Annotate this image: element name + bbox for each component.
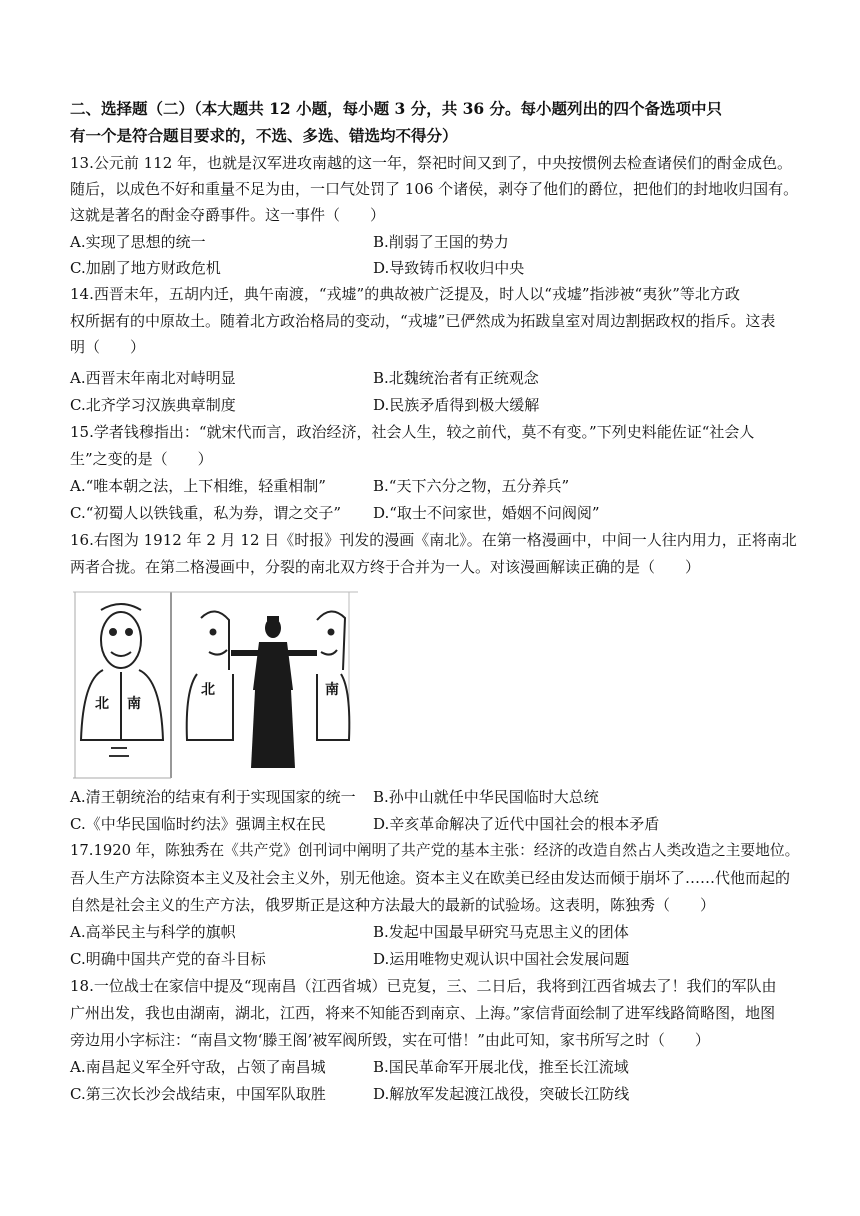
q14-stem-line-2: 权所据有的中原故土。随着北方政治格局的变动，“戎墟”已俨然成为拓跋皇室对周边割据政权的指斥。这表 [70, 312, 776, 330]
q17-option-a: A.高举民主与科学的旗帜 [70, 923, 236, 941]
nanbei-cartoon-image [73, 590, 358, 780]
q15-option-d: D.“取士不问家世，婚姻不问阀阅” [373, 504, 600, 522]
q16-stem-line-1: 16.右图为 1912 年 2 月 12 日《时报》刊发的漫画《南北》。在第一格漫画中，中间一人往内用力，正将南北 [70, 531, 797, 549]
q13-stem-line-3: 这就是著名的酎金夺爵事件。这一事件（ ） [70, 206, 386, 224]
panel-2-bei-label: 北 [201, 682, 215, 698]
q16-stem-line-2: 两者合拢。在第二格漫画中，分裂的南北双方终于合并为一人。对该漫画解读正确的是（ ） [70, 558, 701, 576]
q16-option-c: C.《中华民国临时约法》强调主权在民 [70, 815, 326, 833]
panel-1-bei-label: 北 [95, 696, 109, 712]
q18-stem-line-2: 广州出发，我也由湖南，湖北，江西，将来不知能否到南京、上海。”家信背面绘制了进军线路简略图，地图 [70, 1004, 776, 1022]
q16-option-b: B.孙中山就任中华民国临时大总统 [373, 788, 599, 806]
q15-stem-line-2: 生”之变的是（ ） [70, 450, 213, 468]
q13-option-d: D.导致铸币权收归中央 [373, 259, 525, 277]
q16-option-a: A.清王朝统治的结束有利于实现国家的统一 [70, 788, 356, 806]
q18-option-d: D.解放军发起渡江战役，突破长江防线 [373, 1085, 630, 1103]
q17-stem-line-2: 吾人生产方法除资本主义及社会主义外，别无他途。资本主义在欧美已经由发达而倾于崩坏了……代他而起的 [70, 869, 791, 887]
q13-option-b: B.削弱了王国的势力 [373, 233, 509, 251]
q15-option-c: C.“初蜀人以铁钱重，私为券，谓之交子” [70, 504, 342, 522]
section-title-line-1: 二、选择题（二）（本大题共 12 小题，每小题 3 分，共 36 分。每小题列出的四个备选项中只 [70, 99, 723, 118]
q18-stem-line-3: 旁边用小字标注：“南昌文物‘滕王阁’被军阀所毁，实在可惜！”由此可知，家书所写之时（ ） [70, 1031, 710, 1049]
panel-1-nan-label: 南 [127, 696, 141, 712]
q14-option-d: D.民族矛盾得到极大缓解 [373, 396, 540, 414]
q14-option-a: A.西晋末年南北对峙明显 [70, 369, 236, 387]
q17-option-c: C.明确中国共产党的奋斗目标 [70, 950, 266, 968]
q14-option-c: C.北齐学习汉族典章制度 [70, 396, 236, 414]
q16-option-d: D.辛亥革命解决了近代中国社会的根本矛盾 [373, 815, 660, 833]
q13-stem-line-2: 随后，以成色不好和重量不足为由，一口气处罚了 106 个诸侯，剥夺了他们的爵位，把他们的封地收归国有。 [70, 180, 799, 198]
q13-stem-line-1: 13.公元前 112 年，也就是汉军进攻南越的这一年，祭祀时间又到了，中央按惯例去检查诸侯们的酎金成色。 [70, 154, 793, 172]
q17-option-d: D.运用唯物史观认识中国社会发展问题 [373, 950, 630, 968]
q18-option-c: C.第三次长沙会战结束，中国军队取胜 [70, 1085, 326, 1103]
q18-stem-line-1: 18.一位战士在家信中提及“现南昌（江西省城）已克复，三、二日后，我将到江西省城去了！我们的军队由 [70, 977, 777, 995]
section-title-line-2: 有一个是符合题目要求的，不选、多选、错选均不得分） [70, 126, 458, 145]
q18-option-a: A.南昌起义军全歼守敌，占领了南昌城 [70, 1058, 326, 1076]
q17-option-b: B.发起中国最早研究马克思主义的团体 [373, 923, 629, 941]
q13-option-a: A.实现了思想的统一 [70, 233, 206, 251]
q17-stem-line-1: 17.1920 年，陈独秀在《共产党》创刊词中阐明了共产党的基本主张：经济的改造自然占人类改造之主要地位。 [70, 842, 800, 859]
q15-stem-line-1: 15.学者钱穆指出：“就宋代而言，政治经济，社会人生，较之前代，莫不有变。”下列史料能佐证“社会人 [70, 423, 755, 441]
panel-2-nan-label: 南 [325, 682, 339, 698]
q18-option-b: B.国民革命军开展北伐，推至长江流域 [373, 1058, 629, 1076]
q15-option-b: B.“天下六分之物，五分养兵” [373, 477, 570, 495]
q13-option-c: C.加剧了地方财政危机 [70, 259, 221, 277]
q15-option-a: A.“唯本朝之法，上下相维，轻重相制” [70, 477, 326, 495]
q14-stem-line-3: 明（ ） [70, 338, 146, 356]
q14-stem-line-1: 14.西晋末年，五胡内迁，典午南渡，“戎墟”的典故被广泛提及，时人以“戎墟”指涉被“夷狄”等北方政 [70, 285, 740, 303]
q14-option-b: B.北魏统治者有正统观念 [373, 369, 539, 387]
q17-stem-line-3: 自然是社会主义的生产方法，俄罗斯正是这种方法最大的最新的试验场。这表明，陈独秀（ ） [70, 896, 716, 914]
